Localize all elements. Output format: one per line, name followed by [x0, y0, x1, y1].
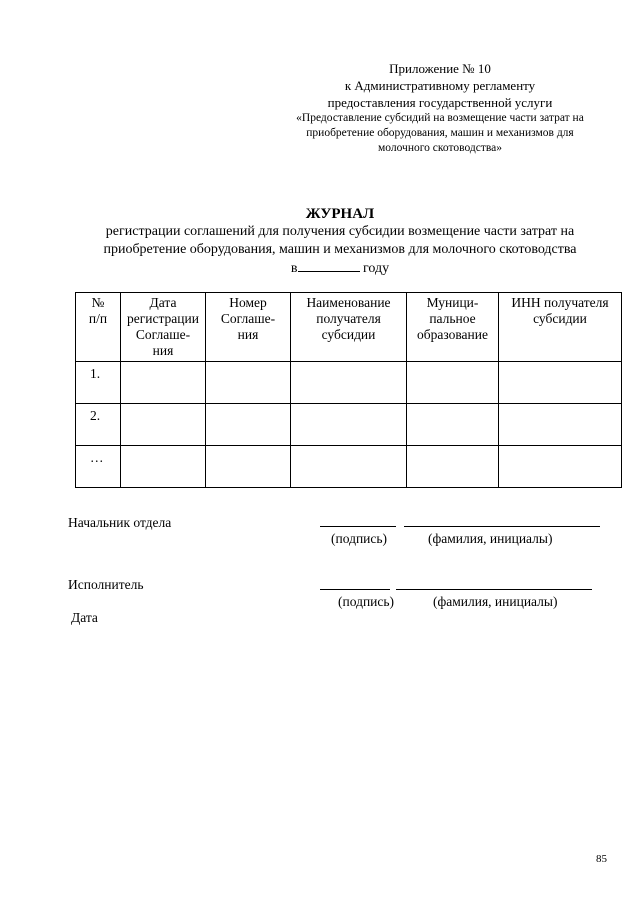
header-registration-date: Дата регистрации Соглаше- ния: [121, 293, 206, 362]
page-number: 85: [596, 853, 607, 865]
table-cell[interactable]: [121, 404, 206, 446]
header-recipient-name: Наименование получателя субсидии: [291, 293, 407, 362]
head-signature-caption: (подпись): [331, 531, 388, 546]
executor-signature-line[interactable]: [320, 589, 390, 590]
table-cell[interactable]: [499, 362, 622, 404]
year-suffix: году: [363, 261, 390, 276]
appendix-service: предоставления государственной услуги: [327, 95, 553, 110]
row-number-cell: …: [76, 446, 121, 488]
table-header-row: [76, 293, 622, 362]
head-name-caption: (фамилия, инициалы): [428, 531, 553, 546]
registration-table: [75, 292, 622, 488]
appendix-header: [265, 60, 615, 156]
table-row: [76, 446, 622, 488]
row-number-cell: 1.: [76, 362, 121, 404]
journal-year-line: [60, 259, 620, 278]
appendix-service-name-1: «Предоставление субсидий на возмещение части затрат на: [296, 112, 584, 124]
year-prefix: в: [290, 261, 298, 276]
header-municipality: Муници- пальное образование: [407, 293, 499, 362]
table-cell[interactable]: [206, 446, 291, 488]
table-cell[interactable]: [499, 446, 622, 488]
table-cell[interactable]: [407, 404, 499, 446]
appendix-regulation: к Административному регламенту: [344, 78, 536, 93]
table-cell[interactable]: [291, 446, 407, 488]
journal-title: ЖУРНАЛ: [305, 206, 375, 222]
table-row: [76, 362, 622, 404]
table-cell[interactable]: [206, 362, 291, 404]
table-cell[interactable]: [499, 404, 622, 446]
header-number: № п/п: [76, 293, 121, 362]
executor-signature-caption: (подпись): [338, 594, 395, 609]
year-blank-field[interactable]: [298, 259, 360, 272]
table-cell[interactable]: [407, 362, 499, 404]
table-cell[interactable]: [407, 446, 499, 488]
appendix-number: Приложение № 10: [389, 61, 491, 76]
table-cell[interactable]: [291, 362, 407, 404]
header-recipient-inn: ИНН получателя субсидии: [499, 293, 622, 362]
executor-name-line[interactable]: [396, 589, 592, 590]
appendix-service-name-3: молочного скотоводства»: [377, 142, 503, 154]
appendix-service-name-2: приобретение оборудования, машин и механизмов для: [306, 127, 574, 139]
head-name-line[interactable]: [404, 526, 600, 527]
table-cell[interactable]: [206, 404, 291, 446]
row-number-cell: 2.: [76, 404, 121, 446]
date-label: Дата: [71, 610, 98, 625]
head-signature-line[interactable]: [320, 526, 396, 527]
head-of-department-label: Начальник отдела: [68, 515, 172, 530]
table-row: [76, 404, 622, 446]
journal-subtitle-1: регистрации соглашений для получения субсидии возмещение части затрат на: [105, 224, 575, 239]
journal-subtitle-2: приобретение оборудования, машин и механизмов для молочного скотоводства: [103, 242, 577, 257]
table-cell[interactable]: [121, 362, 206, 404]
table-cell[interactable]: [121, 446, 206, 488]
header-agreement-number: Номер Соглаше- ния: [206, 293, 291, 362]
executor-label: Исполнитель: [68, 577, 144, 592]
executor-name-caption: (фамилия, инициалы): [433, 594, 558, 609]
journal-title-block: [60, 205, 620, 278]
table-cell[interactable]: [291, 404, 407, 446]
